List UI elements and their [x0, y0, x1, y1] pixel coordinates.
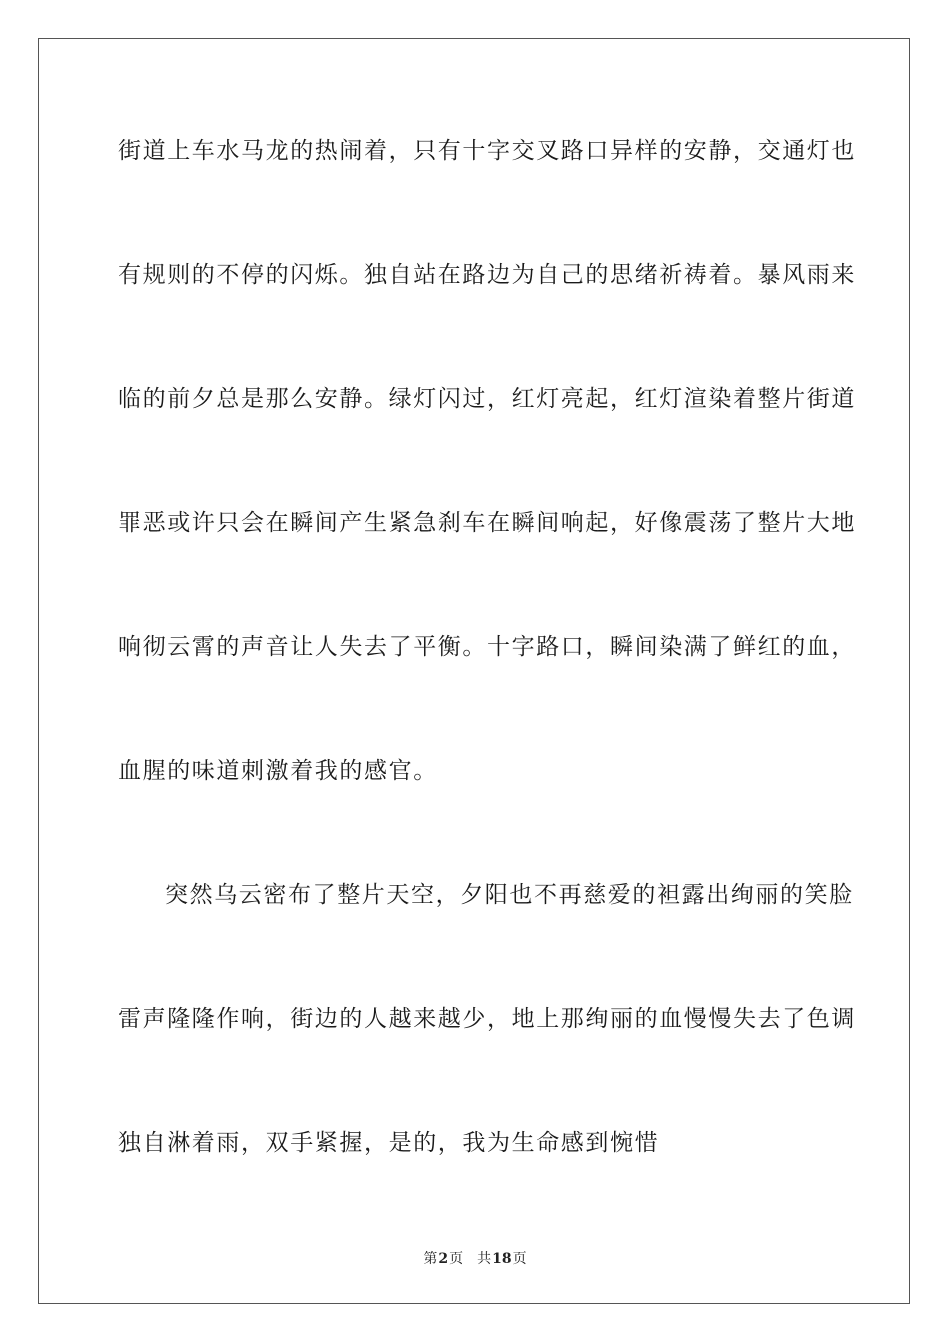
text-line-4: 罪恶或许只会在瞬间产生紧急刹车在瞬间响起，好像震荡了整片大地	[118, 510, 856, 536]
text-line-1: 街道上车水马龙的热闹着，只有十字交叉路口异样的安静，交通灯也	[118, 138, 856, 164]
page-prefix: 第	[423, 1251, 438, 1267]
text-line-7: 突然乌云密布了整片天空，夕阳也不再慈爱的袒露出绚丽的笑脸	[165, 882, 854, 908]
page-footer	[0, 1248, 950, 1268]
total-pages: 18	[492, 1251, 512, 1267]
total-suffix: 页	[512, 1251, 527, 1267]
page-suffix: 页	[449, 1251, 464, 1267]
page-border	[38, 38, 910, 1304]
text-line-3: 临的前夕总是那么安静。绿灯闪过，红灯亮起，红灯渲染着整片街道	[118, 386, 856, 412]
text-line-9: 独自淋着雨，双手紧握，是的，我为生命感到惋惜	[118, 1130, 660, 1156]
text-line-2: 有规则的不停的闪烁。独自站在路边为自己的思绪祈祷着。暴风雨来	[118, 262, 856, 288]
text-line-8: 雷声隆隆作响，街边的人越来越少，地上那绚丽的血慢慢失去了色调	[118, 1006, 856, 1032]
text-line-6: 血腥的味道刺激着我的感官。	[118, 758, 438, 784]
total-prefix: 共	[477, 1251, 492, 1267]
page-number: 2	[438, 1251, 449, 1267]
text-line-5: 响彻云霄的声音让人失去了平衡。十字路口，瞬间染满了鲜红的血，	[118, 634, 856, 660]
